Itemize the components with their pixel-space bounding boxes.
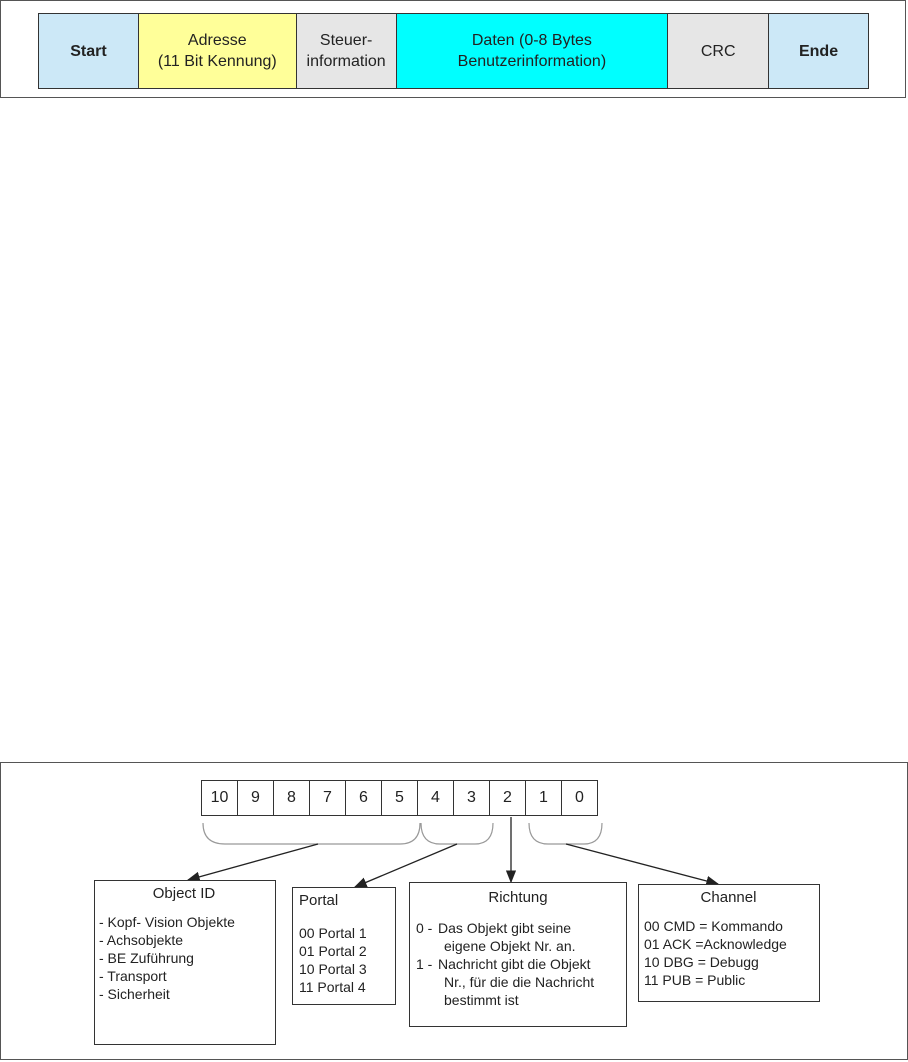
- bit-cell: 5: [381, 780, 418, 816]
- segment-control-line-2: information: [306, 53, 386, 70]
- segment-crc-label: CRC: [700, 42, 736, 60]
- richtung-item-1-prefix: 1 -: [416, 956, 433, 972]
- richtung-item-1-text: [438, 955, 594, 1009]
- list-item: 01 Portal 2: [299, 943, 367, 959]
- segment-address-line-2: (11 Bit Kennung): [157, 53, 277, 70]
- portal-title: Portal: [299, 892, 339, 909]
- bit-cell: 10: [201, 780, 238, 816]
- richtung-item-1-line-1: Nachricht gibt die Objekt: [438, 956, 591, 972]
- bit-cell: 7: [309, 780, 346, 816]
- list-item: 11 PUB = Public: [644, 972, 746, 988]
- richtung-item-0-line-2: eigene Objekt Nr. an.: [444, 938, 576, 954]
- richtung-item-1: [416, 955, 620, 1009]
- richtung-title: Richtung: [488, 889, 548, 906]
- brace-portal: [421, 823, 493, 844]
- list-item: 10 Portal 3: [299, 961, 367, 977]
- bit-cell: 8: [273, 780, 310, 816]
- channel-title: Channel: [700, 889, 757, 906]
- object-id-box: [94, 880, 276, 1045]
- richtung-item-0-prefix: 0 -: [416, 920, 433, 936]
- bit-cell: 1: [525, 780, 562, 816]
- channel-list: [644, 917, 813, 989]
- list-item: - Kopf- Vision Objekte: [99, 914, 235, 930]
- portal-box: [292, 887, 396, 1005]
- arrow-portal: [355, 844, 457, 887]
- list-item: - Transport: [99, 968, 167, 984]
- richtung-item-1-line-2: Nr., für die die Nachricht: [444, 974, 595, 990]
- list-item: 00 Portal 1: [299, 925, 367, 941]
- bit-cell: 2: [489, 780, 526, 816]
- segment-start-label: Start: [70, 42, 107, 60]
- list-item: 01 ACK =Acknowledge: [644, 936, 787, 952]
- bit-cell: 0: [561, 780, 598, 816]
- richtung-item-0: [416, 919, 620, 955]
- list-item: - Achsobjekte: [99, 932, 184, 948]
- portal-list: [299, 924, 389, 996]
- list-item: - Sicherheit: [99, 986, 170, 1002]
- segment-address-line-1: Adresse: [187, 32, 247, 49]
- brace-channel: [529, 823, 602, 844]
- segment-end-label: Ende: [798, 42, 839, 60]
- bit-cell: 3: [453, 780, 490, 816]
- richtung-item-0-text: [438, 919, 576, 955]
- segment-data-line-2: Benutzerinformation): [457, 53, 607, 70]
- richtung-item-1-line-3: bestimmt ist: [444, 992, 519, 1008]
- bit-cell: 9: [237, 780, 274, 816]
- arrow-object-id: [188, 844, 318, 880]
- list-item: 00 CMD = Kommando: [644, 918, 783, 934]
- channel-box: [638, 884, 820, 1002]
- richtung-item-0-line-1: Das Objekt gibt seine: [438, 920, 572, 936]
- arrow-channel: [566, 844, 718, 884]
- segment-control-line-1: Steuer-: [319, 32, 373, 49]
- bit-cell: 6: [345, 780, 382, 816]
- list-item: - BE Zuführung: [99, 950, 194, 966]
- bit-cell: 4: [417, 780, 454, 816]
- list-item: 11 Portal 4: [299, 979, 366, 995]
- richtung-box: [409, 882, 627, 1027]
- object-id-title: Object ID: [152, 885, 216, 902]
- brace-object-id: [203, 823, 420, 844]
- object-id-list: [99, 913, 269, 1003]
- list-item: 10 DBG = Debugg: [644, 954, 759, 970]
- segment-data-line-1: Daten (0-8 Bytes: [471, 32, 592, 49]
